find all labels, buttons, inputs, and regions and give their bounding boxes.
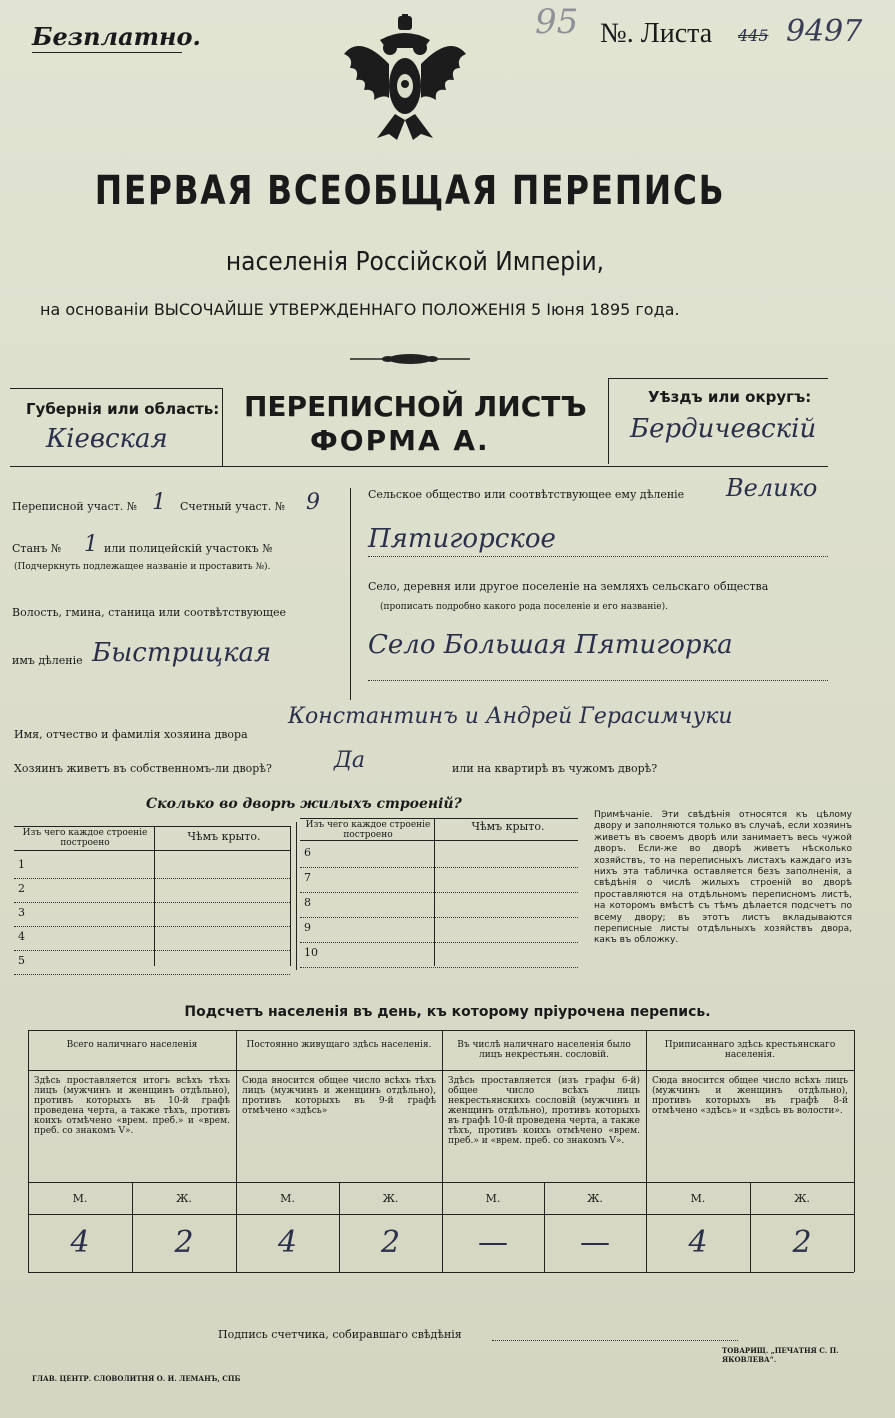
- count-column-desc: Сюда вносится общее число всѣхъ тѣхъ лицъ (мужчинъ и женщинъ отдѣльно), противъ которыхъ въ 9-й графѣ отмѣчено «здѣсь»: [242, 1076, 436, 1116]
- count-head-divider: [236, 1070, 442, 1071]
- village-label: Село, деревня или другое поселеніе на земляхъ сельскаго общества: [368, 580, 769, 593]
- column-divider: [350, 488, 351, 700]
- buildings-left-top: [14, 826, 290, 827]
- society-value-1: Велико: [726, 474, 818, 502]
- building-row-number: 4: [18, 930, 25, 943]
- society-label: Сельское общество или соотвѣтствующее ему дѣленіе: [368, 488, 685, 501]
- male-count-value: 4: [277, 1225, 298, 1260]
- count-column-head: Въ числѣ наличнаго населенія было лицъ некрестьян. сословій.: [457, 1040, 631, 1060]
- building-row-line: [300, 867, 578, 868]
- buildings-right-top: [300, 818, 578, 819]
- sheet-number-struck: 445: [738, 26, 769, 45]
- count-column-desc: Сюда вносится общее число всѣхъ лицъ (мужчинъ и женщинъ отдѣльно), противъ которыхъ въ графѣ 8-й отмѣчено «здѣсь» и «здѣсь въ волости».: [652, 1076, 848, 1116]
- printer-left: ГЛАВ. ЦЕНТР. СЛОВОЛИТНЯ О. И. ЛЕМАНЪ, СПБ: [32, 1374, 241, 1383]
- stan-label: Станъ №: [12, 542, 62, 555]
- uezd-value: Бердичевскій: [630, 414, 817, 444]
- count-column-head: Постоянно живущаго здѣсь населенія.: [246, 1040, 432, 1050]
- stan-note: (Подчеркнуть подлежащее названіе и проставить №).: [14, 562, 271, 572]
- form-title: ПЕРЕПИСНОЙ ЛИСТЪ: [244, 390, 587, 423]
- imperial-eagle-emblem: [340, 14, 470, 142]
- male-count-value: 4: [688, 1225, 708, 1260]
- uchastok-label: Переписной участ. №: [12, 500, 138, 513]
- building-row-line: [14, 974, 290, 975]
- male-label: М.: [485, 1192, 501, 1205]
- count-table-right: [854, 1030, 855, 1272]
- sheet-number-value: 9497: [786, 14, 863, 49]
- volost-label-2: имъ дѣленіе: [12, 654, 83, 667]
- building-row-number: 1: [18, 858, 25, 871]
- building-row-line: [300, 917, 578, 918]
- building-row-number: 2: [18, 882, 25, 895]
- printer-right: ТОВАРИЩ. „ПЕЧАТНЯ С. П. ЯКОВЛЕВА“.: [722, 1346, 839, 1364]
- building-row-number: 7: [304, 871, 311, 884]
- building-row-number: 5: [18, 954, 25, 967]
- female-count-value: 2: [174, 1225, 194, 1260]
- society-value-2: Пятигорское: [368, 524, 556, 554]
- building-row-line: [14, 878, 290, 879]
- buildings-left-head: [14, 850, 290, 851]
- main-title: ПЕРВАЯ ВСЕОБЩАЯ ПЕРЕПИСЬ: [94, 168, 726, 214]
- building-row-line: [300, 892, 578, 893]
- free-underline: [32, 52, 182, 53]
- uezd-label: Уѣздъ или округъ:: [648, 388, 812, 406]
- female-count-value: 2: [380, 1225, 401, 1260]
- form-top-line-right: [608, 378, 828, 379]
- schet-value: 9: [306, 490, 320, 515]
- signature-label: Подпись счетчика, собиравшаго свѣдѣнія: [218, 1328, 462, 1341]
- buildings-right-head: [300, 840, 578, 841]
- count-table-sub: [28, 1182, 854, 1183]
- count-table-top: [28, 1030, 854, 1031]
- building-row-number: 6: [304, 846, 311, 859]
- building-row-number: 10: [304, 946, 318, 959]
- female-label: Ж.: [382, 1192, 399, 1205]
- building-row-number: 3: [18, 906, 25, 919]
- count-column-head: Приписаннаго здѣсь крестьянскаго населенія.: [664, 1040, 836, 1060]
- buildings-double-divider-b: [296, 822, 297, 970]
- count-table-bottom: [28, 1272, 854, 1273]
- male-count-value: —: [478, 1225, 508, 1260]
- buildings-double-divider-a: [290, 826, 291, 966]
- gubernia-value: Кіевская: [46, 424, 168, 454]
- buildings-question: Сколько во дворѣ жилыхъ строеній?: [146, 796, 462, 812]
- owner-own-rest: или на квартирѣ въ чужомъ дворѣ?: [452, 762, 658, 775]
- stan-rest: или полицейскій участокъ №: [104, 542, 273, 555]
- owner-own-value: Да: [334, 748, 366, 773]
- owner-own-label: Хозяинъ живетъ въ собственномъ-ли дворѣ?: [14, 762, 272, 775]
- building-row-line: [14, 902, 290, 903]
- buildings-right-col-material: Изъ чего каждое строеніе построено: [305, 820, 431, 840]
- building-row-line: [14, 926, 290, 927]
- count-head-divider: [442, 1070, 646, 1071]
- village-line: [368, 680, 828, 681]
- building-row-line: [300, 967, 578, 968]
- buildings-left-col-material: Изъ чего каждое строеніе построено: [22, 828, 148, 848]
- count-head-divider: [28, 1070, 236, 1071]
- ornament-divider: [350, 352, 470, 366]
- stan-value: 1: [84, 532, 98, 557]
- society-line: [368, 556, 828, 557]
- building-row-number: 8: [304, 896, 311, 909]
- buildings-note: Примѣчаніе. Эти свѣдѣнія относятся къ цѣлому двору и заполняются только въ случаѣ, если хозяинъ живетъ въ своемъ дворѣ или занимаетъ весь чужой дворъ. Если-же во дворѣ живетъ нѣсколько хозяйствъ, то на переписныхъ листахъ каждаго изъ нихъ эта табличка оставляется безъ заполненія, а свѣдѣнія о числѣ жилыхъ строеній во дворѣ проставляются на отдѣльномъ переписномъ листѣ, на которомъ вмѣстѣ съ тѣмъ дѣлается подсчетъ по всему двору; въ этотъ листъ вкладываются переписные листы отдѣльныхъ хозяйствъ двора, какъ въ обложку.: [594, 810, 852, 946]
- female-count-value: —: [580, 1225, 610, 1260]
- form-name: ФОРМА А.: [310, 424, 490, 457]
- uchastok-value: 1: [152, 490, 166, 515]
- corner-number: 95: [535, 2, 579, 42]
- schet-label: Счетный участ. №: [180, 500, 286, 513]
- form-box-right-divider: [608, 378, 609, 464]
- buildings-left-col-roof: Чѣмъ крыто.: [187, 830, 261, 843]
- count-column-desc: Здѣсь проставляется (изъ графы 6-й) общее число всѣхъ лицъ некрестьянскихъ сословій (мужчинъ и женщинъ отдѣльно), противъ которыхъ въ графѣ 10-й проведена черта, а также тѣхъ, противъ коихъ отмѣчено «врем. преб.» и «врем. преб. со знакомъ V».: [448, 1076, 640, 1146]
- signature-line: [492, 1340, 738, 1341]
- male-label: М.: [690, 1192, 706, 1205]
- male-count-value: 4: [70, 1225, 90, 1260]
- sheet-number-label: №. Листа: [600, 18, 713, 49]
- male-label: М.: [72, 1192, 88, 1205]
- count-table-mf: [28, 1214, 854, 1215]
- form-top-line-left: [10, 388, 222, 389]
- gubernia-label: Губернія или область:: [26, 400, 220, 418]
- building-row-line: [14, 950, 290, 951]
- female-label: Ж.: [176, 1192, 192, 1205]
- buildings-right-col-roof: Чѣмъ крыто.: [471, 820, 545, 833]
- legal-basis: на основаніи ВЫСОЧАЙШЕ УТВЕРЖДЕННАГО ПОЛОЖЕНІЯ 5 Іюня 1895 года.: [40, 300, 680, 319]
- count-column-desc: Здѣсь проставляется итогъ всѣхъ тѣхъ лицъ (мужчинъ и женщинъ отдѣльно), противъ которыхъ въ 10-й графѣ проведена черта, а также тѣхъ, противъ коихъ отмѣчено «врем. преб.» и «врем. преб. со знакомъ V».: [34, 1076, 230, 1136]
- owner-name-value: Константинъ и Андрей Герасимчуки: [288, 704, 733, 729]
- building-row-number: 9: [304, 921, 311, 934]
- village-value: Село Большая Пятигорка: [368, 630, 733, 660]
- volost-label: Волость, гмина, станица или соотвѣтствующее: [12, 606, 286, 619]
- building-row-line: [300, 942, 578, 943]
- buildings-left-divider: [154, 826, 155, 966]
- count-column-head: Всего наличнаго населенія: [66, 1040, 198, 1050]
- subtitle: населенія Россійской Имперіи,: [225, 247, 605, 277]
- volost-value: Быстрицкая: [92, 638, 272, 668]
- male-label: М.: [280, 1192, 295, 1205]
- female-label: Ж.: [794, 1192, 810, 1205]
- female-count-value: 2: [792, 1225, 812, 1260]
- owner-name-label: Имя, отчество и фамилія хозяина двора: [14, 728, 248, 741]
- village-note: (прописать подробно какого рода поселеніе и его названіе).: [380, 602, 668, 612]
- count-head-divider: [646, 1070, 854, 1071]
- form-box-left-divider: [222, 388, 223, 466]
- form-divider-line: [10, 466, 828, 467]
- count-title: Подсчетъ населенія въ день, къ которому пріурочена перепись.: [184, 1004, 711, 1020]
- female-label: Ж.: [587, 1192, 603, 1205]
- free-label: Безплатно.: [32, 22, 201, 51]
